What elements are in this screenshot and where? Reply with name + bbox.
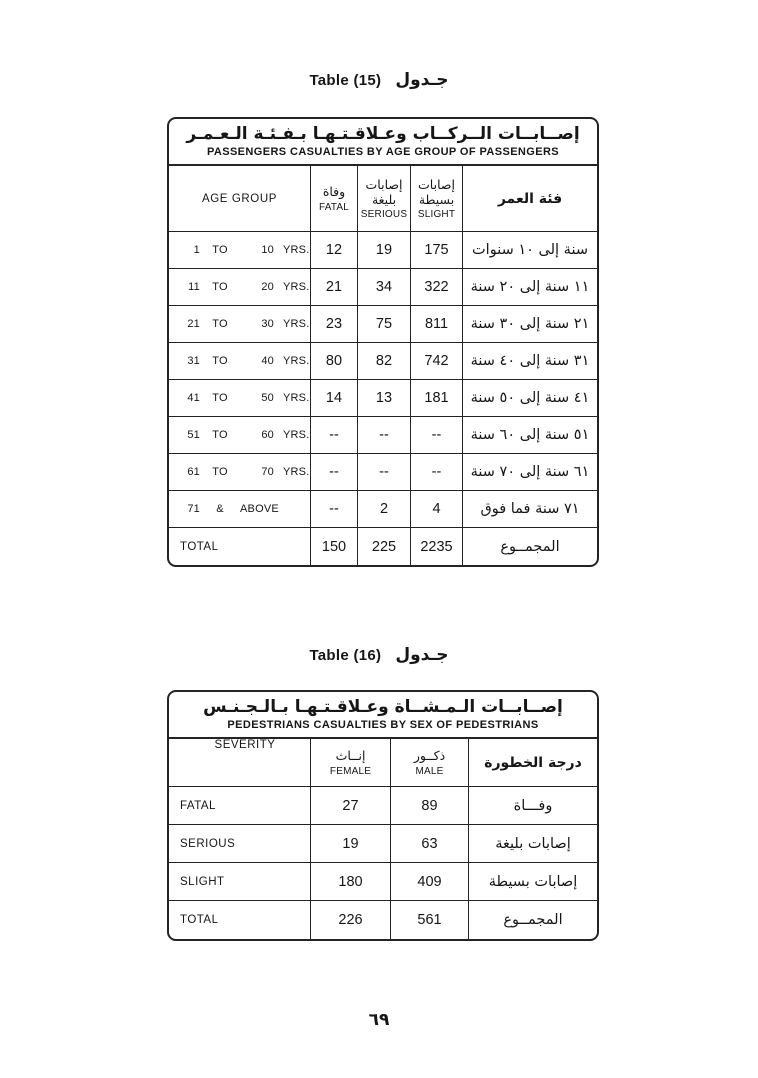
serious-header-arabic-line2: بليغة	[371, 191, 397, 207]
fatal-column-header	[311, 166, 358, 232]
age-unit: YRS.	[283, 466, 310, 479]
age-unit: YRS.	[283, 281, 310, 294]
table16-heading	[0, 645, 758, 665]
slight-value: --	[411, 417, 463, 454]
age-to: ABOVE	[240, 503, 279, 516]
total-arabic-label: المجمــوع	[503, 912, 563, 929]
table15-heading-english: Table (15)	[309, 72, 382, 89]
table16-heading-english: Table (16)	[309, 647, 382, 664]
age-to-word: TO	[212, 429, 228, 442]
total-label: TOTAL	[169, 528, 311, 565]
age-group-arabic-header: فئة العمر	[463, 166, 597, 232]
total-male-value: 561	[391, 901, 469, 939]
age-to-word: &	[216, 503, 224, 516]
age-from: 11	[188, 281, 200, 294]
age-arabic-label: ٣١ سنة إلى ٤٠ سنة	[463, 343, 597, 380]
serious-header-arabic-line1: إصابات	[365, 176, 403, 192]
serious-value: 34	[358, 269, 411, 306]
table16-grid	[169, 739, 597, 939]
serious-value: 19	[358, 232, 411, 269]
age-unit: YRS.	[283, 244, 310, 257]
severity-arabic-label: إصابات بليغة	[469, 825, 597, 863]
table16-heading-arabic: جـدول	[395, 645, 449, 665]
age-range-cell	[169, 491, 311, 528]
age-to: 50	[261, 392, 274, 405]
table15-title-block	[169, 119, 597, 166]
slight-value: 181	[411, 380, 463, 417]
fatal-value: 14	[311, 380, 358, 417]
fatal-value: 21	[311, 269, 358, 306]
passengers-casualties-table	[167, 117, 599, 567]
male-header-arabic: ذكــور	[413, 748, 446, 764]
slight-header-english: SLIGHT	[417, 209, 456, 221]
age-to: 40	[261, 355, 274, 368]
serious-value: --	[358, 417, 411, 454]
male-value: 409	[391, 863, 469, 901]
slight-header-arabic-line2: بسيطة	[418, 191, 455, 207]
female-header-english: FEMALE	[329, 765, 372, 777]
age-range-cell	[169, 232, 311, 269]
slight-column-header	[411, 166, 463, 232]
total-serious-value: 225	[358, 528, 411, 565]
age-from: 41	[187, 392, 200, 405]
age-arabic-label: ٢١ سنة إلى ٣٠ سنة	[463, 306, 597, 343]
serious-value: 2	[358, 491, 411, 528]
age-range-cell	[169, 454, 311, 491]
age-group-header: AGE GROUP	[169, 166, 311, 232]
age-from: 1	[193, 244, 200, 257]
age-to-word: TO	[212, 392, 228, 405]
age-arabic-label: ٧١ سنة فما فوق	[463, 491, 597, 528]
severity-header: SEVERITY	[169, 739, 311, 787]
slight-value: 811	[411, 306, 463, 343]
total-fatal-value: 150	[311, 528, 358, 565]
fatal-value: 23	[311, 306, 358, 343]
severity-arabic-label: وفـــاة	[469, 787, 597, 825]
female-column-header	[311, 739, 391, 787]
fatal-header-english: FATAL	[318, 201, 350, 213]
slight-value: 4	[411, 491, 463, 528]
severity-label: SLIGHT	[169, 863, 311, 901]
age-from: 21	[187, 318, 200, 331]
table15-title-english: PASSENGERS CASUALTIES BY AGE GROUP OF PASSENGERS	[206, 146, 560, 159]
age-arabic-label: ٤١ سنة إلى ٥٠ سنة	[463, 380, 597, 417]
table16-title-block	[169, 692, 597, 739]
total-label: TOTAL	[169, 901, 311, 939]
fatal-value: --	[311, 417, 358, 454]
age-range-cell	[169, 343, 311, 380]
age-to-word: TO	[212, 466, 228, 479]
severity-arabic-label: إصابات بسيطة	[469, 863, 597, 901]
table15-heading-arabic: جـدول	[395, 70, 449, 90]
age-range-cell	[169, 380, 311, 417]
serious-value: 13	[358, 380, 411, 417]
female-value: 19	[311, 825, 391, 863]
table15-heading	[0, 70, 758, 90]
slight-header-arabic-line1: إصابات	[418, 176, 455, 192]
fatal-value: 80	[311, 343, 358, 380]
age-to-word: TO	[212, 281, 228, 294]
fatal-value: --	[311, 454, 358, 491]
age-to: 30	[261, 318, 274, 331]
fatal-value: --	[311, 491, 358, 528]
age-arabic-label: ٦١ سنة إلى ٧٠ سنة	[463, 454, 597, 491]
male-column-header	[391, 739, 469, 787]
table15-grid	[169, 166, 597, 565]
age-arabic-label: سنة إلى ١٠ سنوات	[463, 232, 597, 269]
serious-column-header	[358, 166, 411, 232]
age-to: 10	[261, 244, 274, 257]
age-to-word: TO	[212, 244, 228, 257]
pedestrians-casualties-table	[167, 690, 599, 941]
table15-title-arabic: إصــابــات الــركــاب وعـلاقـتـهـا بـفـئـة الـعـمـر	[186, 124, 580, 144]
age-from: 31	[187, 355, 200, 368]
age-unit: YRS.	[283, 392, 310, 405]
serious-header-english: SERIOUS	[360, 209, 408, 221]
male-value: 89	[391, 787, 469, 825]
age-from: 51	[187, 429, 200, 442]
slight-value: 742	[411, 343, 463, 380]
total-female-value: 226	[311, 901, 391, 939]
age-from: 61	[187, 466, 200, 479]
age-to-word: TO	[212, 355, 228, 368]
fatal-value: 12	[311, 232, 358, 269]
page-number: ٦٩	[368, 1010, 390, 1030]
age-to: 70	[261, 466, 274, 479]
age-unit: YRS.	[283, 429, 310, 442]
female-value: 27	[311, 787, 391, 825]
age-from: 71	[187, 503, 200, 516]
table16-title-arabic: إصــابــات الـمـشــاة وعـلاقـتـهـا بـالـجـنـس	[203, 697, 563, 717]
slight-value: --	[411, 454, 463, 491]
table16-title-english: PEDESTRIANS CASUALTIES BY SEX OF PEDESTRIANS	[227, 719, 539, 732]
age-range-cell	[169, 306, 311, 343]
age-arabic-label: ٥١ سنة إلى ٦٠ سنة	[463, 417, 597, 454]
age-range-cell	[169, 417, 311, 454]
age-arabic-label: ١١ سنة إلى ٢٠ سنة	[463, 269, 597, 306]
age-to: 20	[261, 281, 274, 294]
slight-value: 322	[411, 269, 463, 306]
serious-value: 82	[358, 343, 411, 380]
fatal-header-arabic: وفاة	[322, 184, 346, 200]
total-arabic-label: المجمــوع	[500, 538, 560, 555]
age-to: 60	[261, 429, 274, 442]
age-range-cell	[169, 269, 311, 306]
serious-value: --	[358, 454, 411, 491]
serious-value: 75	[358, 306, 411, 343]
age-unit: YRS.	[283, 318, 310, 331]
female-header-arabic: إنــاث	[335, 748, 366, 764]
slight-value: 175	[411, 232, 463, 269]
female-value: 180	[311, 863, 391, 901]
age-unit: YRS.	[283, 355, 310, 368]
total-slight-value: 2235	[411, 528, 463, 565]
age-to-word: TO	[212, 318, 228, 331]
severity-label: SERIOUS	[169, 825, 311, 863]
severity-arabic-header: درجة الخطورة	[469, 739, 597, 787]
male-header-english: MALE	[415, 765, 444, 777]
severity-label: FATAL	[169, 787, 311, 825]
male-value: 63	[391, 825, 469, 863]
